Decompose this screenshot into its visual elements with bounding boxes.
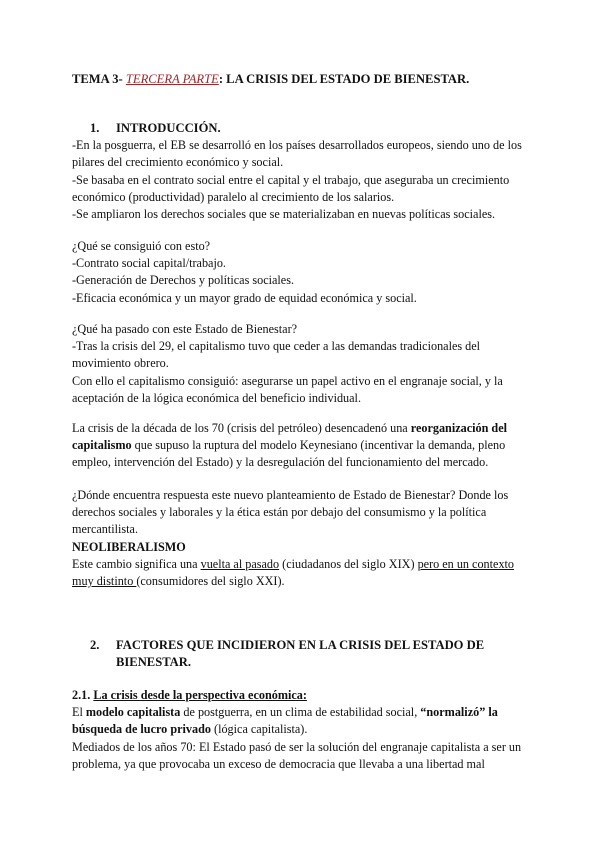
- crisis-line-3: empleo, intervención del Estado) y la desregulación del funcionamiento del mercado.: [72, 455, 489, 470]
- s21-text: (lógica capitalista).: [210, 722, 308, 737]
- neo-line: ¿Dónde encuentra respuesta este nuevo planteamiento de Estado de Bienestar? Donde los: [72, 488, 509, 502]
- section-2-1-number: 2.1.: [72, 688, 94, 702]
- neo-underlined: pero en un contexto: [417, 556, 515, 571]
- section-2-1-line-4: problema, ya que provocaba un exceso de democracia que llevaba a una libertad mal: [72, 756, 485, 771]
- section-2-1-line-1: [72, 704, 532, 721]
- neo-line: mercantilista.: [72, 522, 138, 537]
- crisis-70s-paragraph: [72, 420, 532, 472]
- section-2-title-line-2: BIENESTAR.: [116, 655, 192, 670]
- section-1-title: INTRODUCCIÓN.: [116, 121, 221, 135]
- achievement-item: -Generación de Derechos y políticas sociales.: [72, 273, 294, 288]
- achievements-question: ¿Qué se consiguió con esto?: [72, 239, 211, 253]
- crisis-line-2: [72, 437, 532, 454]
- neo-change-line-2: [72, 573, 532, 590]
- what-happened-line: movimiento obrero.: [72, 356, 169, 371]
- what-happened-question: ¿Qué ha pasado con este Estado de Bienestar?: [72, 322, 298, 336]
- what-happened-line: aceptación de la lógica económica del beneficio individual.: [72, 390, 361, 405]
- neoliberalism-heading: NEOLIBERALISMO: [72, 539, 186, 554]
- neo-underlined: vuelta al pasado: [200, 556, 280, 571]
- intro-line: económico (productividad) paralelo al crecimiento de los salarios.: [72, 189, 395, 204]
- neo-change-line-1: [72, 556, 532, 573]
- crisis-text: que supuso la ruptura del modelo Keynesiano (incentivar la demanda, pleno: [131, 438, 506, 453]
- section-1-heading: [72, 120, 532, 137]
- section-2-1-heading: [72, 687, 532, 704]
- neo-underlined: muy distinto: [72, 574, 137, 589]
- intro-line: -En la posguerra, el EB se desarrolló en los países desarrollados europeos, siendo uno de los: [72, 138, 522, 153]
- crisis-bold-term: capitalismo: [72, 438, 132, 453]
- neo-line: derechos sociales y laborales y la ética están por debajo del consumismo y la política: [72, 505, 487, 520]
- title-prefix: TEMA 3-: [72, 72, 126, 86]
- title-suffix: : LA CRISIS DEL ESTADO DE BIENESTAR.: [218, 72, 470, 86]
- section-2-heading: [72, 637, 532, 671]
- what-happened-block: [72, 321, 532, 407]
- achievements-block: [72, 238, 532, 307]
- title-part: TERCERA PARTE: [125, 72, 219, 86]
- s21-bold: “normalizó” la: [420, 705, 498, 720]
- crisis-text: La crisis de la década de los 70 (crisis del petróleo) desencadenó una: [72, 421, 411, 435]
- intro-line: pilares del crecimiento económico y social.: [72, 155, 284, 170]
- s21-text: El: [72, 705, 86, 720]
- neo-text: (ciudadanos del siglo XIX): [279, 556, 418, 571]
- intro-line: -Se basaba en el contrato social entre el capital y el trabajo, que aseguraba un crecimiento: [72, 172, 510, 187]
- s21-text: de postguerra, en un clima de estabilidad social,: [180, 705, 421, 720]
- achievement-item: -Contrato social capital/trabajo.: [72, 256, 226, 271]
- section-introduccion: [72, 120, 532, 223]
- intro-line: -Se ampliaron los derechos sociales que se materializaban en nuevas políticas sociales.: [72, 207, 496, 222]
- section-2-1-line-3: Mediados de los años 70: El Estado pasó de ser la solución del engranaje capitalista a ser un: [72, 739, 522, 754]
- neo-text: Este cambio significa una: [72, 556, 201, 571]
- s21-bold: búsqueda de lucro privado: [72, 722, 211, 737]
- section-2-1: [72, 687, 532, 773]
- what-happened-line: -Tras la crisis del 29, el capitalismo tuvo que ceder a las demandas tradicionales del: [72, 339, 481, 354]
- neo-text: (consumidores del siglo XXI).: [136, 574, 285, 589]
- crisis-line-1: [72, 420, 532, 437]
- section-2-number: 2.: [90, 638, 100, 652]
- document-title: [72, 71, 532, 88]
- section-factores: [72, 637, 532, 671]
- section-2-title-line-1: FACTORES QUE INCIDIERON EN LA CRISIS DEL ESTADO DE: [116, 638, 485, 652]
- neoliberalism-block: [72, 487, 532, 590]
- s21-bold: modelo capitalista: [85, 705, 181, 720]
- achievement-item: -Eficacia económica y un mayor grado de equidad económica y social.: [72, 290, 417, 305]
- what-happened-line: Con ello el capitalismo consiguió: asegurarse un papel activo en el engranaje social, y la: [72, 373, 503, 388]
- section-2-1-title: La crisis desde la perspectiva económica:: [93, 688, 307, 702]
- section-2-1-line-2: [72, 721, 532, 738]
- crisis-bold-term: reorganización del: [410, 421, 507, 435]
- section-1-number: 1.: [90, 121, 100, 135]
